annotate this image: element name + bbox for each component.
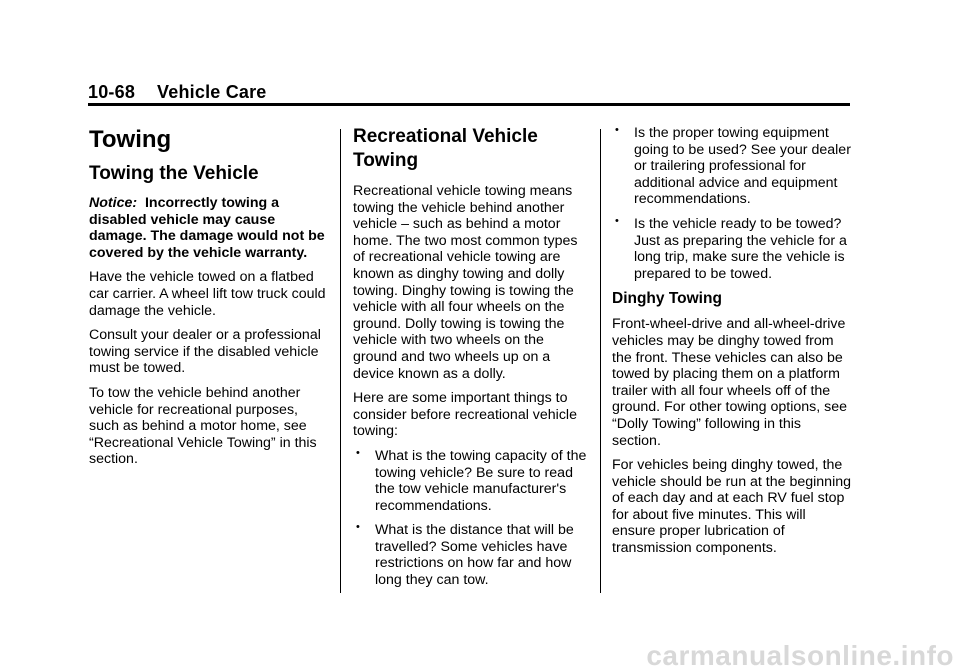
list-item-text: Is the vehicle ready to be towed? Just as preparing the vehicle for a long trip, make sure the vehicle is prepared to be towed. [634, 215, 847, 282]
heading-line: Recreational Vehicle [353, 126, 538, 147]
notice-label: Notice: [89, 195, 138, 211]
list-item-text: Is the proper towing equipment going to be used? See your dealer or trailering professional for additional advice and equipment recommendations. [634, 125, 851, 208]
heading-line: Towing [353, 150, 419, 171]
column-1 [89, 125, 329, 476]
chapter-heading: Towing [89, 126, 172, 153]
section-heading: Towing the Vehicle [89, 163, 259, 184]
bullet-icon: • [615, 214, 619, 227]
section-title: Vehicle Care [157, 82, 267, 102]
column-divider [600, 129, 601, 593]
subsection-heading: Dinghy Towing [612, 290, 722, 308]
list-item [612, 125, 852, 208]
paragraph: Here are some important things to consider before recreational vehicle towing: [353, 390, 577, 440]
column-2 [353, 125, 589, 597]
list-item [353, 522, 589, 588]
notice-text: Incorrectly towing a disabled vehicle may cause damage. The damage would not be covered by the vehicle warranty. [89, 195, 325, 261]
bullet-icon: • [356, 521, 360, 534]
paragraph: To tow the vehicle behind another vehicle for recreational purposes, such as behind a motor home, see “Recreational Vehicle Towing” in this section. [89, 384, 317, 468]
page-number: 10-68 [88, 82, 136, 102]
list-item-text: What is the distance that will be travelled? Some vehicles have restrictions on how far and how long they can tow. [375, 522, 574, 589]
bullet-list [612, 125, 852, 282]
list-item [612, 216, 852, 282]
section-heading [353, 125, 589, 173]
paragraph: For vehicles being dinghy towed, the vehicle should be run at the beginning of each day and at each RV fuel stop for about five minutes. This will ensure proper lubrication of transmission components. [612, 457, 851, 557]
bullet-icon: • [615, 124, 619, 136]
paragraph: Recreational vehicle towing means towing the vehicle behind another vehicle – such as behind a motor home. The two most common types of recreational vehicle towing are known as dinghy towing and dolly towing. Dinghy towing is towing the vehicle with all four wheels on the ground. Dolly towing is towing the vehicle with two wheels on the ground and two wheels up on a device known as a dolly. [353, 183, 578, 382]
notice [89, 195, 329, 261]
paragraph: Have the vehicle towed on a flatbed car carrier. A wheel lift tow truck could damage the vehicle. [89, 269, 326, 319]
page-header [88, 82, 267, 103]
column-3 [612, 125, 852, 565]
header-rule [88, 103, 850, 106]
watermark: carmanualsonline.info [646, 640, 954, 671]
paragraph: Consult your dealer or a professional towing service if the disabled vehicle must be towed. [89, 327, 321, 377]
bullet-icon: • [356, 446, 360, 459]
list-item-text: What is the towing capacity of the towing vehicle? Be sure to read the tow vehicle manufacturer's recommendations. [375, 447, 587, 514]
column-divider [340, 129, 341, 593]
list-item [353, 448, 589, 514]
paragraph: Front-wheel-drive and all-wheel-drive vehicles may be dinghy towed from the front. These vehicles can also be towed by placing them on a platform trailer with all four wheels off of the ground. For other towing options, see “Dolly Towing” following in this section. [612, 316, 848, 449]
bullet-list [353, 448, 589, 589]
